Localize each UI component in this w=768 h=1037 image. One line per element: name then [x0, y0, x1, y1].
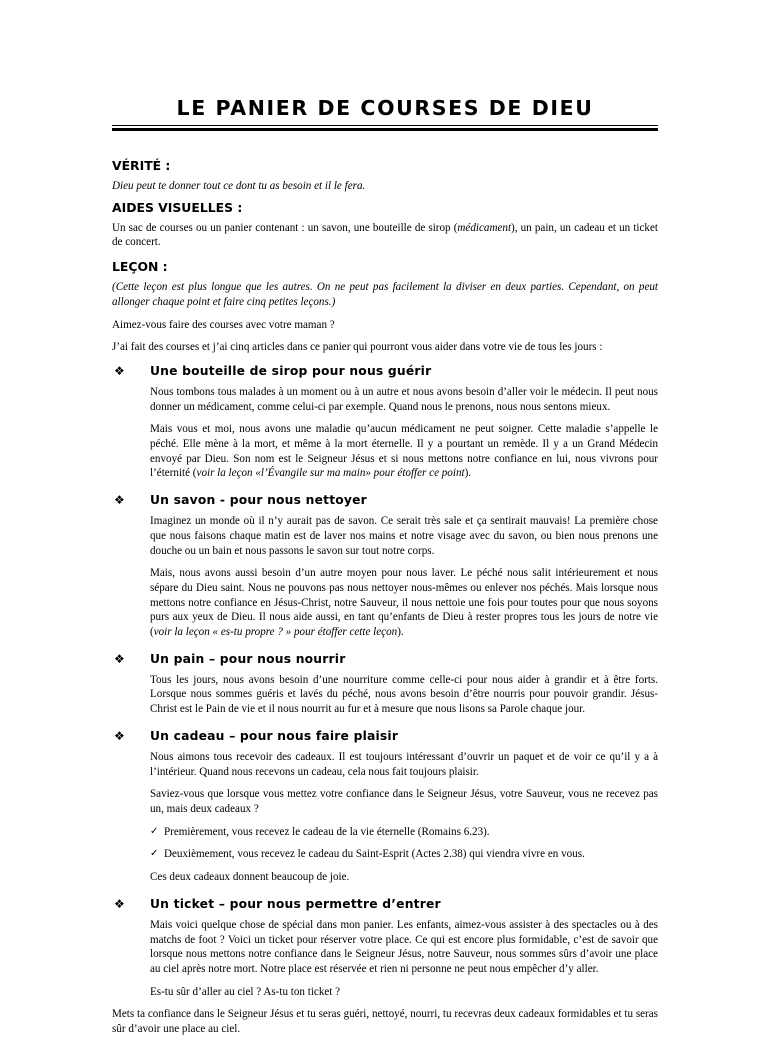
point-cadeau — [112, 728, 658, 744]
checkmark-icon: ✓ — [150, 825, 159, 837]
point-savon-para2: Mais, nous avons aussi besoin d’un autre moyen pour nous laver. Le péché nous salit intérieurement et nous sépare du Dieu saint. Nous ne pouvons pas nous nettoyer nous-mêmes ou enlever nos péchés. Mais lorsque nous mettons notre confiance en Jésus-Christ, notre Sauveur, il nous nettoie une fois pour toutes pour que nous soyons purs aux yeux de Dieu. Il nous aide aussi, en tant qu’enfants de Dieu à rester propres tous les jours de notre vie (voir la leçon « es-tu propre ? » pour étoffer cette leçon). — [150, 567, 658, 639]
check-item-vie-eternelle: ✓ Premièrement, vous recevez le cadeau de la vie éternelle (Romains 6.23). — [150, 825, 490, 838]
point-cadeau-para3: Ces deux cadeaux donnent beaucoup de joie. — [150, 871, 350, 884]
point-cadeau-title: Un cadeau – pour nous faire plaisir — [150, 728, 399, 743]
point-sirop-title: Une bouteille de sirop pour nous guérir — [150, 363, 432, 378]
point-savon — [112, 492, 658, 508]
aides-heading: AIDES VISUELLES : — [112, 199, 243, 215]
point-ticket-para1: Mais voici quelque chose de spécial dans mon panier. Les enfants, aimez-vous assister à des spectacles ou à des matchs de foot ? Voici un ticket pour réserver votre place. Ce qui est encore plus formidable, c’est de savoir que lorsque nous mettons notre confiance dans le Seigneur Jésus, notre Sauveur, nous sommes sûrs d’avoir une place au ciel après notre mort. Notre place est réservée et rien ni personne ne peut nous empêcher d’y aller. — [150, 918, 658, 975]
point-ticket — [112, 896, 658, 912]
diamond-bullet-icon: ❖ — [114, 493, 125, 508]
lecon-intro-text: J’ai fait des courses et j’ai cinq articles dans ce panier qui pourront vous aider dans votre vie de tous les jours : — [112, 341, 603, 354]
point-pain — [112, 651, 658, 667]
title-underline-thin — [112, 125, 658, 126]
point-sirop-para2: Mais vous et moi, nous avons une maladie qu’aucun médicament ne peut soigner. Cette maladie s’appelle le péché. Elle mène à la mort, et même à la mort éternelle. Il y a pourtant un remède. Il y a un Grand Médecin envoyé par Dieu. Son nom est le Seigneur Jésus et si nous mettons notre confiance en lui, nous vivrons pour l’éternité (voir la leçon «l’Évangile sur ma main» pour étoffer ce point). — [150, 423, 658, 480]
point-pain-title: Un pain – pour nous nourrir — [150, 651, 346, 666]
point-savon-title: Un savon - pour nous nettoyer — [150, 493, 367, 508]
diamond-bullet-icon: ❖ — [114, 896, 125, 911]
verite-heading: VÉRITÉ : — [112, 158, 171, 173]
check-item-saint-esprit: ✓ Deuxièmement, vous recevez le cadeau du Saint-Esprit (Actes 2.38) qui viendra vivre en vous. — [150, 848, 585, 861]
aides-text: Un sac de courses ou un panier contenant : un savon, une bouteille de sirop (médicament), un pain, un cadeau et un ticket de concert. — [112, 221, 658, 249]
lecon-heading: LEÇON : — [112, 259, 168, 275]
point-ticket-title: Un ticket – pour nous permettre d’entrer — [150, 896, 441, 911]
diamond-bullet-icon: ❖ — [114, 728, 125, 743]
point-sirop-para1: Nous tombons tous malades à un moment ou à un autre et nous avons besoin d’aller voir le médecin. Il peut nous donner un médicament, comme celui-ci par exemple. Quand nous le prenons, nous nous sentons mieux. — [150, 385, 658, 413]
lecon-intro-question: Aimez-vous faire des courses avec votre maman ? — [112, 318, 335, 331]
diamond-bullet-icon: ❖ — [114, 651, 125, 666]
verite-text: Dieu peut te donner tout ce dont tu as besoin et il le fera. — [112, 180, 366, 192]
lecon-note: (Cette leçon est plus longue que les autres. On ne peut pas facilement la diviser en deux parties. Cependant, on peut allonger chaque point et faire cinq petites leçons.) — [112, 281, 658, 308]
point-sirop — [112, 363, 658, 379]
checkmark-icon: ✓ — [150, 848, 159, 860]
page-title: LE PANIER DE COURSES DE DIEU — [176, 96, 594, 120]
diamond-bullet-icon: ❖ — [114, 363, 125, 378]
point-savon-para1: Imaginez un monde où il n’y aurait pas de savon. Ce serait très sale et ça sentirait mauvais! La première chose que nous faisons chaque matin est de laver nos mains et notre visage avec du savon, ou bien nous prenons une douche ou un bain et nous passons le savon sur tout notre corps. — [150, 515, 658, 557]
point-cadeau-para2: Saviez-vous que lorsque vous mettez votre confiance dans le Seigneur Jésus, votre Sauveur, vous ne recevez pas un, mais deux cadeaux ? — [150, 788, 658, 815]
point-ticket-para2: Es-tu sûr d’aller au ciel ? As-tu ton ticket ? — [150, 985, 341, 998]
title-underline-thick — [112, 128, 658, 131]
point-cadeau-para1: Nous aimons tous recevoir des cadeaux. Il est toujours intéressant d’ouvrir un paquet et de voir ce qu’il y a à l’intérieur. Quand nous recevons un cadeau, cela nous fait toujours plaisir. — [150, 750, 658, 778]
document-page — [112, 0, 658, 1037]
conclusion-text: Mets ta confiance dans le Seigneur Jésus et tu seras guéri, nettoyé, nourri, tu recevras deux cadeaux formidables et tu seras sûr d’avoir une place au ciel. — [112, 1008, 658, 1036]
point-pain-para1: Tous les jours, nous avons besoin d’une nourriture comme celle-ci pour nous aider à grandir et à être forts. Lorsque nous sommes guéris et lavés du péché, nous avons besoin d’être nourris pour pouvoir grandir. Jésus-Christ est le Pain de vie et il nous nourrit au fur et à mesure que nous lisons sa Parole chaque jour. — [150, 673, 658, 716]
